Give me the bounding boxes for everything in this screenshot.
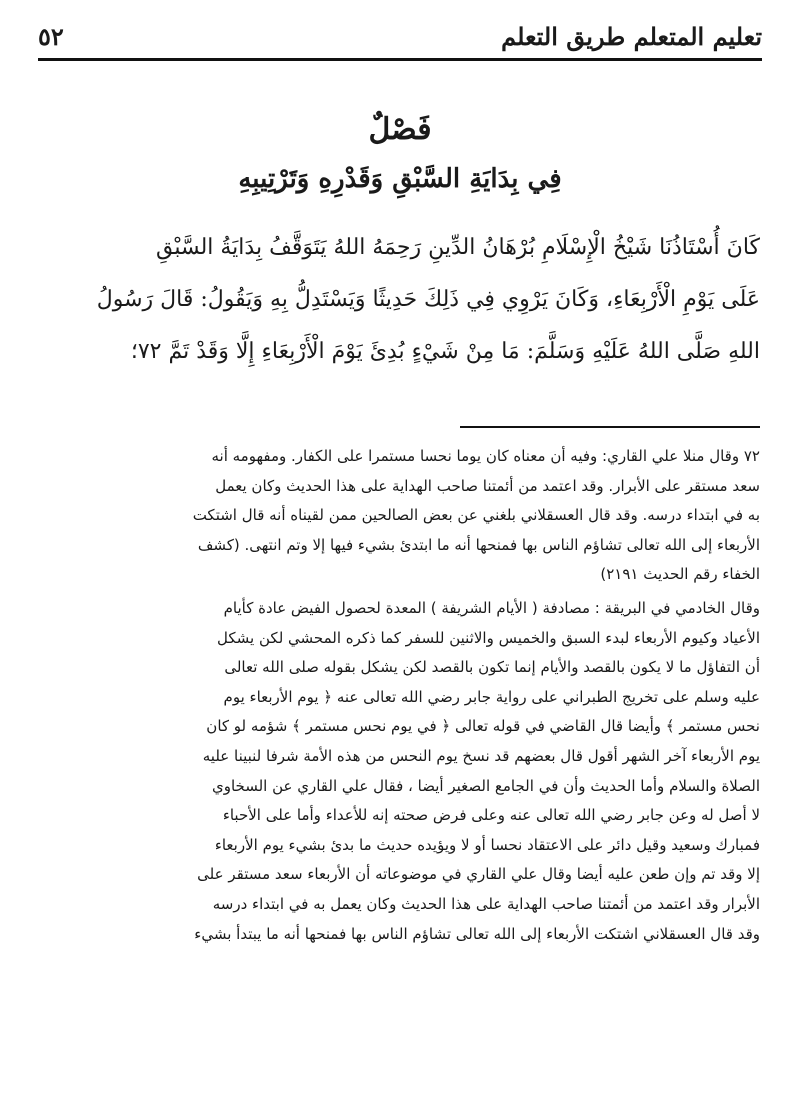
footnote-line: ٧٢ وقال منلا علي القاري: وفيه أن معناه كان يوما نحسا مستمرا على الكفار. ومفهومه أنه [211,447,760,465]
footnote-paragraph-2 [38,594,760,949]
footnote-line: عليه وسلم على تخريج الطبراني على رواية جابر رضي الله تعالى عنه ﴿ يوم الأربعاء يوم [223,687,760,706]
footnote-line: به في ابتداء درسه. وقد قال العسقلاني بلغني عن بعض الصالحين ممن لقيناه أنه قال اشتكت [192,506,760,525]
footnote-line: وقد قال العسقلاني اشتكت الأربعاء إلى الله تعالى تشاؤم الناس بها فمنحها أنه ما يبتدأ بشيء [194,924,760,943]
footnote-line: يوم الأربعاء آخر الشهر أقول قال بعضهم قد نسخ يوم النحس من هذه الأمة شرفا لنبينا عليه [202,746,760,765]
footnote-line: إلا وقد تم وإن طعن عليه أيضا وقال علي القاري في موضوعاته أن الأربعاء سعد مستقر على [197,865,760,884]
main-text-line: كَانَ أُسْتَاذُنَا شَيْخُ الْإِسْلَامِ بُرْهَانُ الدِّينِ رَحِمَهُ اللهُ يَتَوَقَّفُ بِدَايَةُ السَّبْقِ [155,235,760,260]
footnote-line: الصلاة والسلام وأما الحديث وأن في الجامع الصغير أيضا ، فقال علي القاري عن السخاوي [211,776,760,795]
footnote-line: الأبرار وقد اعتمد من أئمتنا صاحب الهداية على هذا الحديث وكان يعمل به في ابتداء درسه [212,894,760,913]
footnote-line: سعد مستقر على الأبرار. وقد اعتمد من أئمتنا صاحب الهداية على هذا الحديث وكان يعمل [215,476,760,495]
header-rule [38,58,762,61]
footnote-line: وقال الخادمي في البريقة : مصادفة ( الأيام الشريفة ) المعدة لحصول الفيض عادة كأيام [223,598,760,617]
footnote-line: الأعياد وكيوم الأربعاء لبدء السبق والخميس والاثنين للسفر كما ذكره المحشي لكن يشكل [217,628,760,647]
section-subheading: فِي بِدَايَةِ السَّبْقِ وَقَدْرِهِ وَتَرْتِيبِهِ [238,164,562,194]
main-text [40,222,760,378]
footnote-rule [460,426,760,428]
footnote-line: نحس مستمر ﴾ وأيضا قال القاضي في قوله تعالى ﴿ في يوم نحس مستمر ﴾ شؤمه لو كان [206,717,760,736]
footnotes [38,442,760,949]
main-text-line: اللهِ صَلَّى اللهُ عَلَيْهِ وَسَلَّمَ: مَا مِنْ شَيْءٍ بُدِئَ يَوْمَ الْأَرْبِعَاءِ إِلَّا وَقَدْ تَمَّ ٧٢؛ [130,339,760,364]
footnote-line: فمبارك وسعيد وقيل دائر على الاعتقاد نحسا أو لا ويؤيده حديث ما بدئ بشيء يوم الأربعاء [214,835,760,854]
footnote-line: أن التفاؤل ما لا يكون بالقصد والأيام إنما تكون بالقصد لكن يشكل بقوله صلى الله تعالى [224,658,760,677]
footnote-line: لا أصل له وعن جابر رضي الله تعالى عنه وعلى فرض صحته إنه للأعداء وأما على الأحباء [222,806,760,825]
footnote-line: الأربعاء إلى الله تعالى تشاؤم الناس بها فمنحها أنه ما ابتدئ بشيء فيها إلا وتم انتهى. (كشف [197,535,760,554]
book-title: تعليم المتعلم طريق التعلم [501,21,762,51]
page-number: ٥٢ [38,21,64,51]
footnote-line: الخفاء رقم الحديث ٢١٩١) [600,565,760,584]
section-heading: فَصْلٌ [368,112,432,147]
main-text-line: عَلَى يَوْمِ الْأَرْبِعَاءِ، وَكَانَ يَرْوِي فِي ذَلِكَ حَدِيثًا وَيَسْتَدِلُّ بِهِ وَيَقُولُ: قَالَ رَسُولُ [96,287,760,312]
footnote-paragraph-1 [38,442,760,590]
running-header [38,18,762,54]
